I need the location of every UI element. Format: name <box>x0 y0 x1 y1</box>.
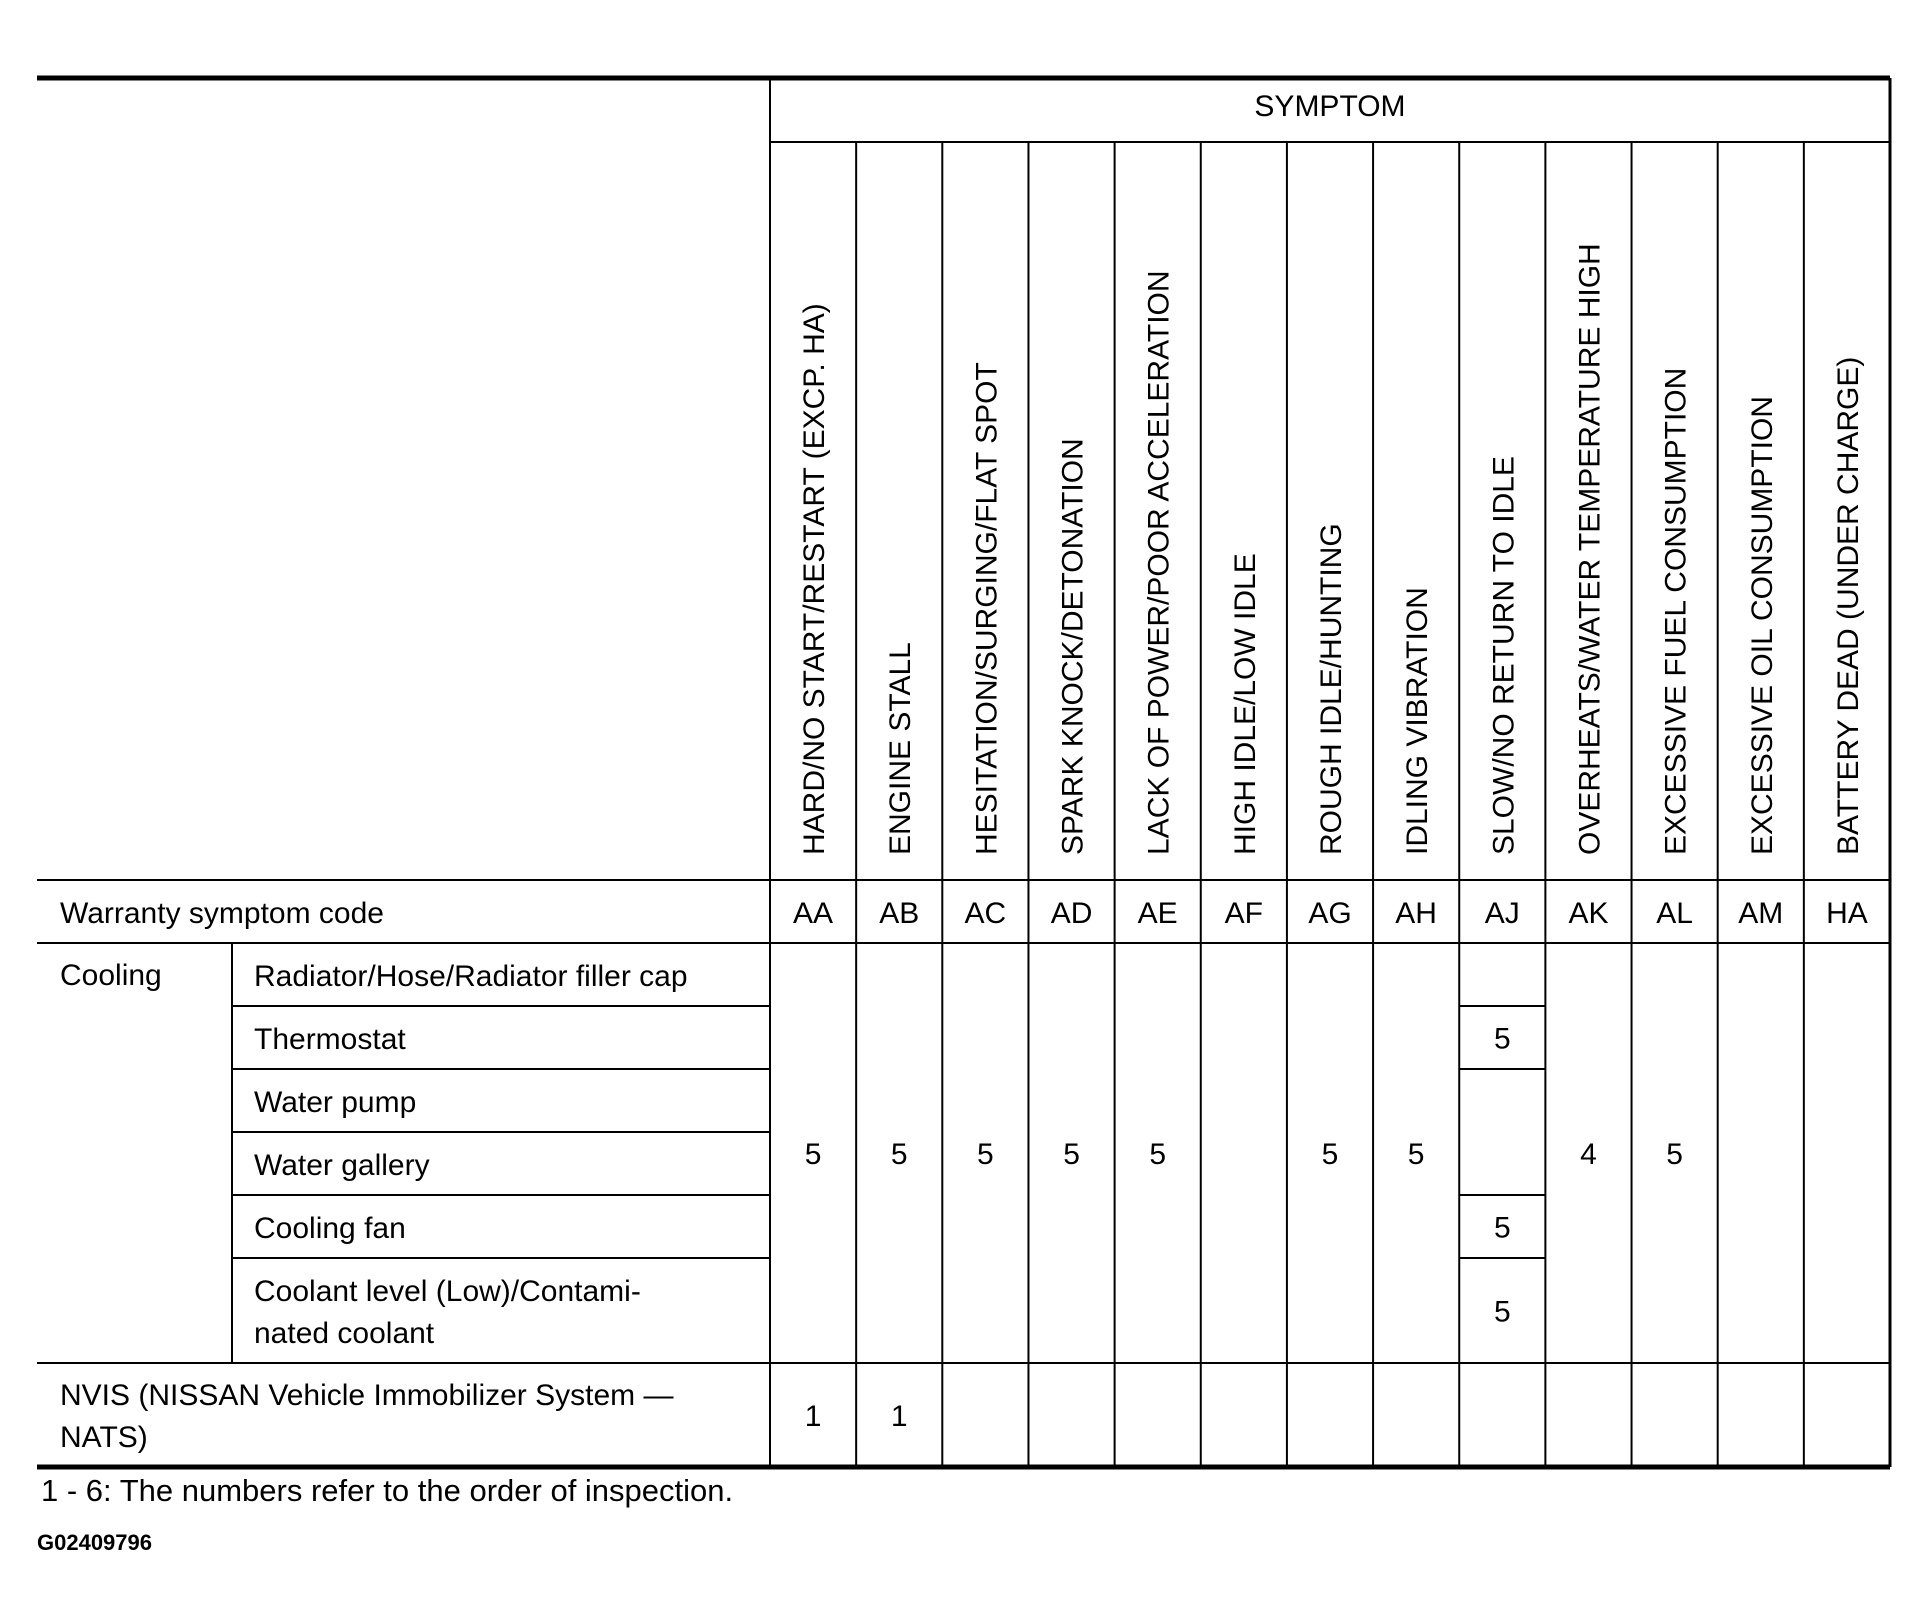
aj-value: 5 <box>1493 1211 1511 1245</box>
aj-value: 5 <box>1493 1022 1511 1056</box>
cooling-value: 5 <box>1149 1138 1167 1171</box>
cooling-value: 5 <box>804 1138 822 1171</box>
warranty-code: AM <box>1738 897 1784 930</box>
column-label: HESITATION/SURGING/FLAT SPOT <box>970 362 1004 855</box>
column-label: HIGH IDLE/LOW IDLE <box>1228 553 1262 855</box>
warranty-code: AD <box>1050 897 1093 930</box>
warranty-code: AG <box>1308 897 1352 930</box>
cooling-value: 5 <box>1063 1138 1080 1171</box>
warranty-code: AF <box>1224 897 1264 930</box>
column-label: EXCESSIVE OIL CONSUMPTION <box>1745 396 1779 855</box>
cooling-item-label: nated coolant <box>254 1317 435 1350</box>
nvis-value: 1 <box>890 1400 908 1433</box>
column-label: ENGINE STALL <box>884 642 918 855</box>
column-label: BATTERY DEAD (UNDER CHARGE) <box>1831 356 1865 855</box>
symptom-header: SYMPTOM <box>1254 90 1406 123</box>
warranty-label: Warranty symptom code <box>60 897 384 930</box>
warranty-code: AL <box>1656 897 1693 930</box>
cooling-value: 5 <box>1407 1138 1425 1171</box>
column-label: HARD/NO START/RESTART (EXCP. HA) <box>798 303 832 855</box>
warranty-code: HA <box>1826 897 1868 930</box>
column-label: SPARK KNOCK/DETONATION <box>1056 438 1090 855</box>
cooling-item-label: Water pump <box>254 1086 417 1119</box>
warranty-code: AJ <box>1484 897 1520 930</box>
cooling-value: 5 <box>977 1138 994 1171</box>
cooling-item-label: Water gallery <box>254 1149 430 1182</box>
cooling-item-label: Radiator/Hose/Radiator filler cap <box>254 960 688 993</box>
cooling-value: 5 <box>1666 1138 1683 1171</box>
column-label: EXCESSIVE FUEL CONSUMPTION <box>1659 367 1693 855</box>
footnote: 1 - 6: The numbers refer to the order of inspection. <box>41 1473 734 1508</box>
column-label: ROUGH IDLE/HUNTING <box>1315 523 1348 855</box>
warranty-code: AB <box>879 897 920 930</box>
cooling-value: 4 <box>1580 1138 1597 1171</box>
column-label: OVERHEATS/WATER TEMPERATURE HIGH <box>1573 243 1607 855</box>
column-label: IDLING VIBRATION <box>1401 587 1435 855</box>
nvis-label: NATS) <box>60 1421 148 1454</box>
warranty-code: AA <box>793 897 834 930</box>
warranty-code: AC <box>964 897 1007 930</box>
cooling-item-label: Thermostat <box>254 1023 406 1056</box>
cooling-value: 5 <box>1321 1138 1339 1171</box>
nvis-value: 1 <box>804 1400 822 1433</box>
nvis-label: NVIS (NISSAN Vehicle Immobilizer System — <box>60 1379 674 1412</box>
column-label: LACK OF POWER/POOR ACCELERATION <box>1142 270 1176 855</box>
warranty-code: AH <box>1395 897 1437 930</box>
warranty-code: AE <box>1137 897 1178 930</box>
warranty-code: AK <box>1568 897 1609 930</box>
cooling-group-label: Cooling <box>60 959 162 992</box>
cooling-item-label: Cooling fan <box>254 1212 406 1245</box>
column-label: SLOW/NO RETURN TO IDLE <box>1487 456 1521 855</box>
aj-value: 5 <box>1493 1295 1511 1329</box>
cooling-value: 5 <box>890 1138 908 1171</box>
cooling-item-label: Coolant level (Low)/Contami- <box>254 1275 641 1308</box>
figure-id: G02409796 <box>37 1530 152 1555</box>
